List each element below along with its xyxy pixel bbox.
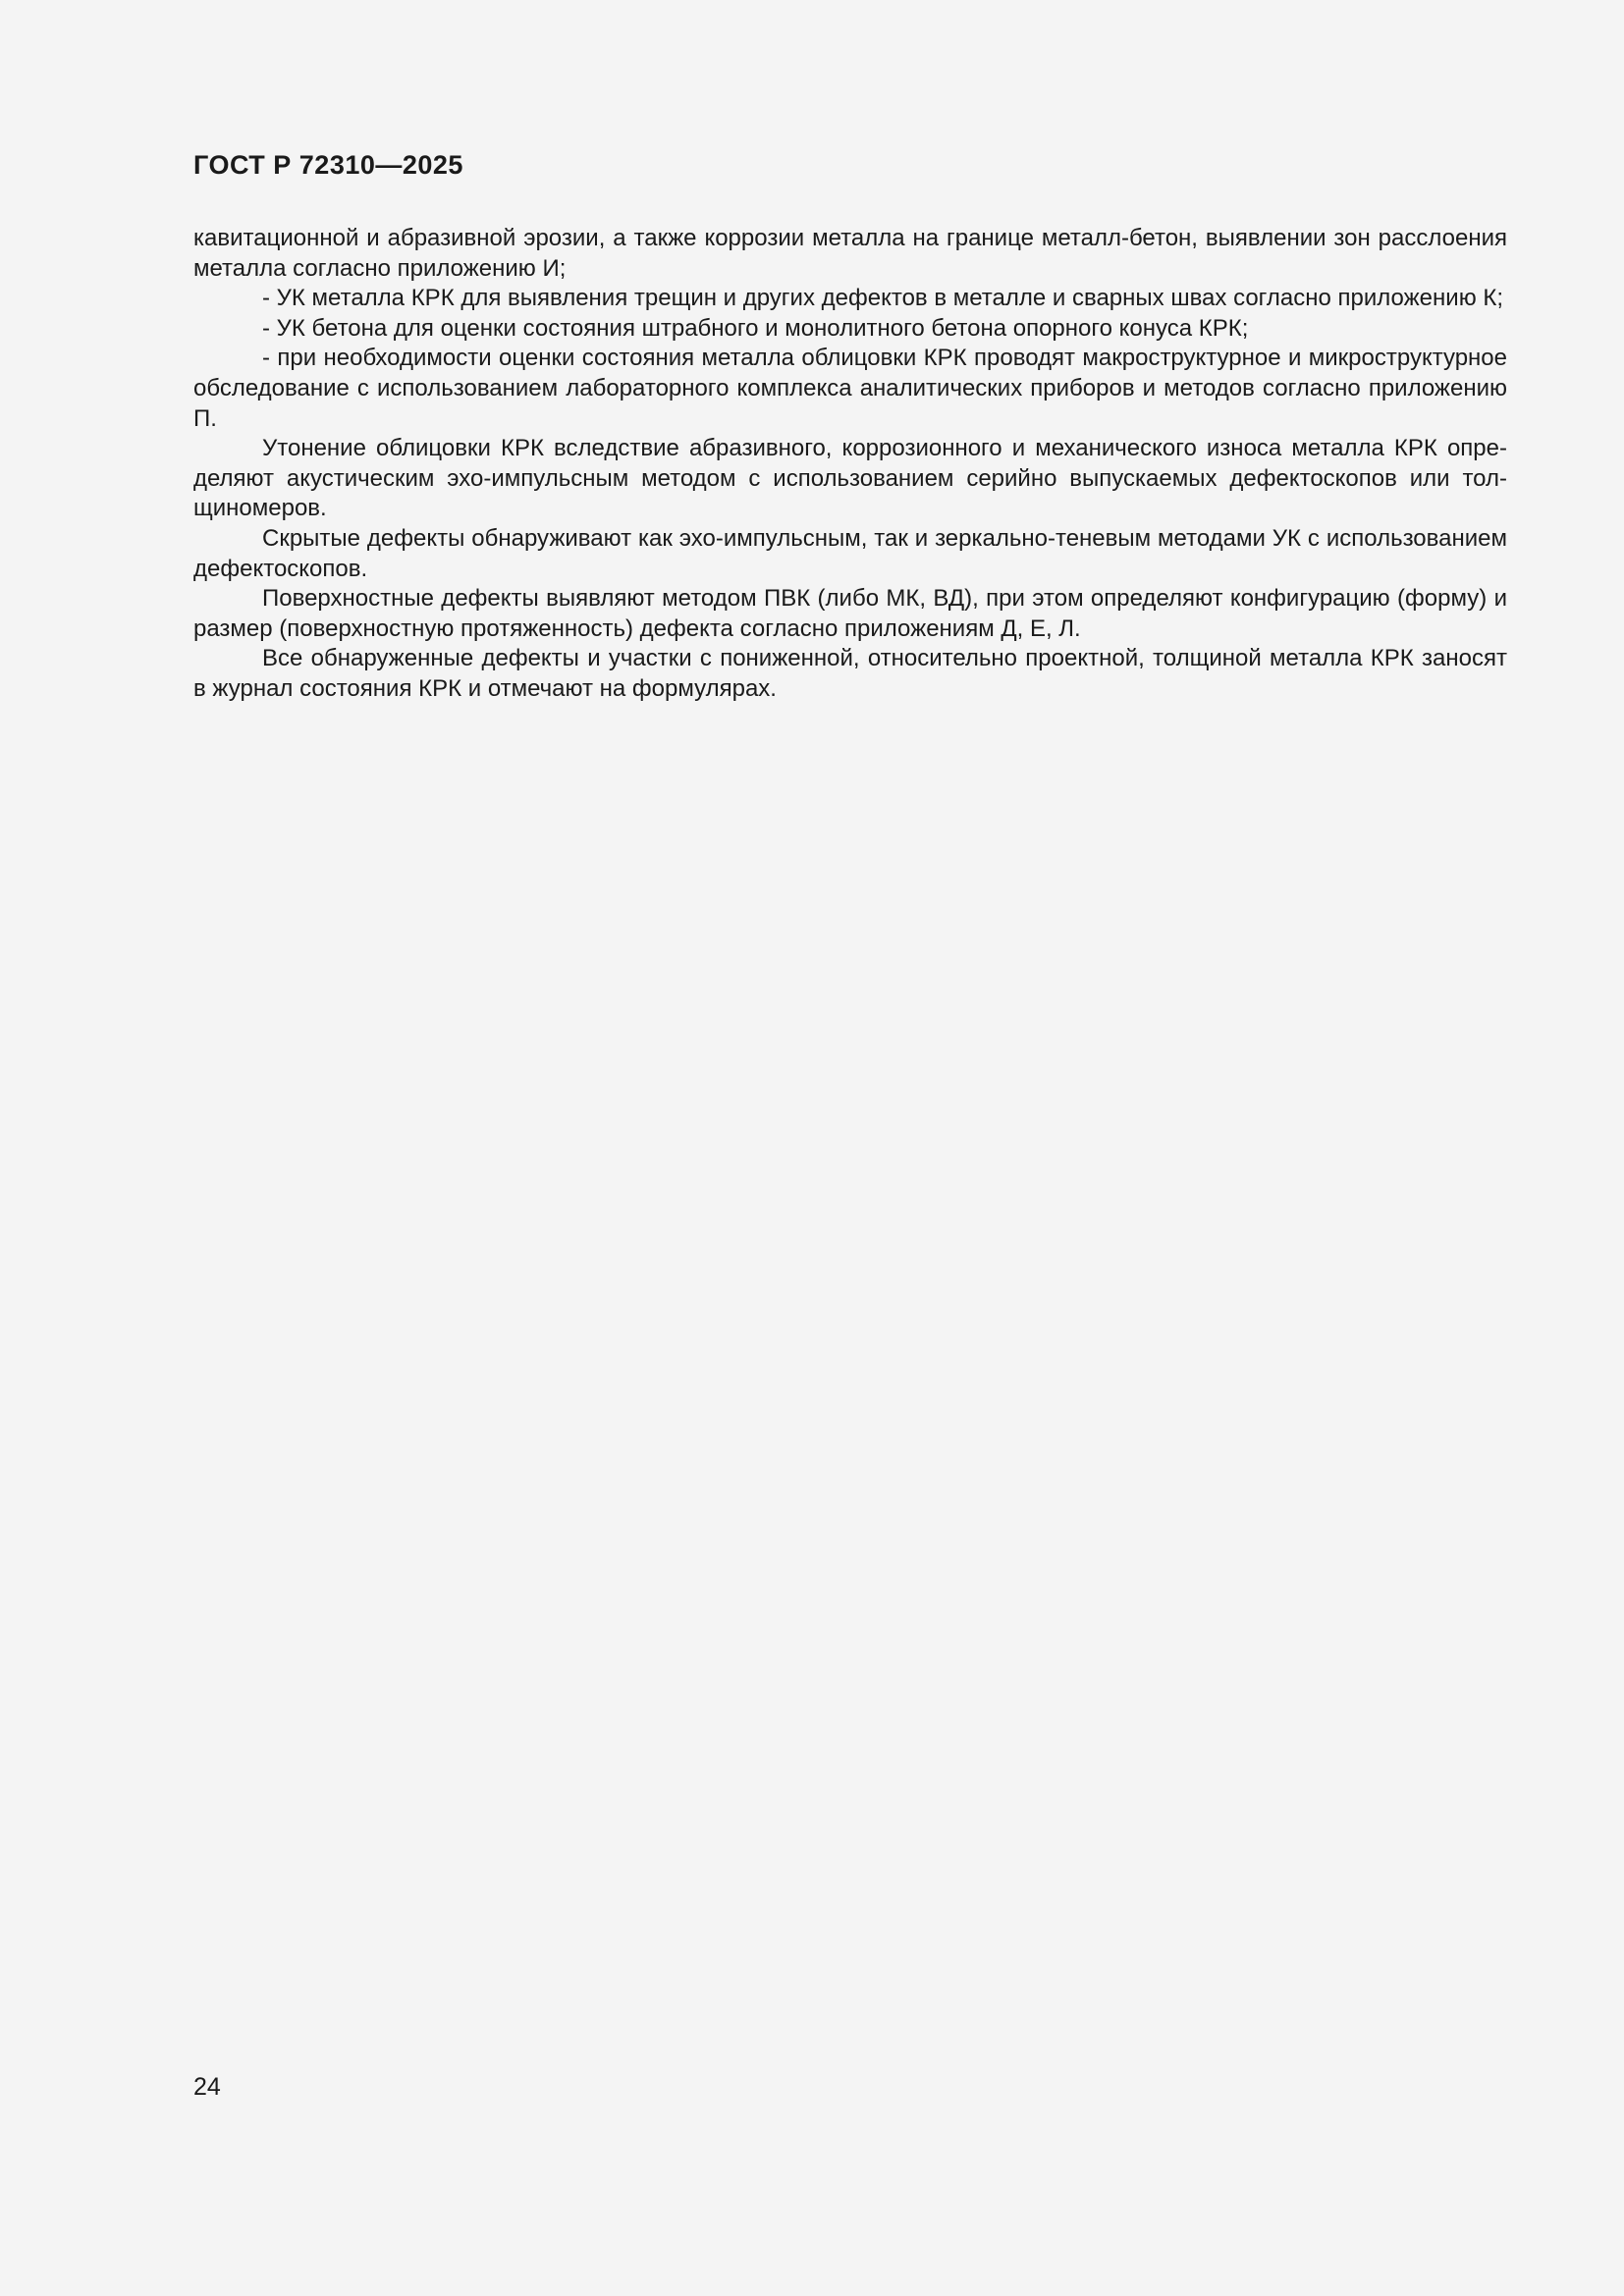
list-item-uk-metal: - УК металла КРК для выявления трещин и других дефектов в металле и сварных швах согласно приложению К; (262, 285, 1504, 312)
page-number: 24 (193, 2073, 221, 2101)
paragraph-thinning: Утонение облицовки КРК вследствие абразивного, коррозионного и механического износа металла КРК определяют акустическим эхо-импульсным методом с использованием серийно выпускаемых дефектоскопов или толщиномеров. (193, 435, 1507, 522)
list-item-structure-inspection: - при необходимости оценки состояния металла облицовки КРК проводят макроструктурное и микроструктурное обследование с использованием лабораторного комплекса аналитических приборов и методов согласно приложению П. (193, 345, 1507, 432)
paragraph-all-defects: Все обнаруженные дефекты и участки с пониженной, относительно проектной, толщиной металла КРК заносят в журнал состояния КРК и отмечают на формулярах. (193, 645, 1507, 702)
document-body (193, 224, 1507, 705)
document-code-header: ГОСТ Р 72310—2025 (193, 150, 463, 180)
paragraph-surface-defects: Поверхностные дефекты выявляют методом ПВК (либо МК, ВД), при этом определяют конфигурацию (форму) и размер (поверхностную протяженность) дефекта согласно приложениям Д, Е, Л. (193, 585, 1507, 642)
list-item-uk-concrete: - УК бетона для оценки состояния штрабного и монолитного бетона опорного конуса КРК; (262, 314, 1249, 342)
paragraph-continuation: кавитационной и абразивной эрозии, а также коррозии металла на границе металл-бетон, выявлении зон расслоения металла согласно приложению И; (193, 225, 1507, 282)
paragraph-hidden-defects: Скрытые дефекты обнаруживают как эхо-импульсным, так и зеркально-теневым методами УК с использованием дефектоскопов. (193, 524, 1507, 582)
